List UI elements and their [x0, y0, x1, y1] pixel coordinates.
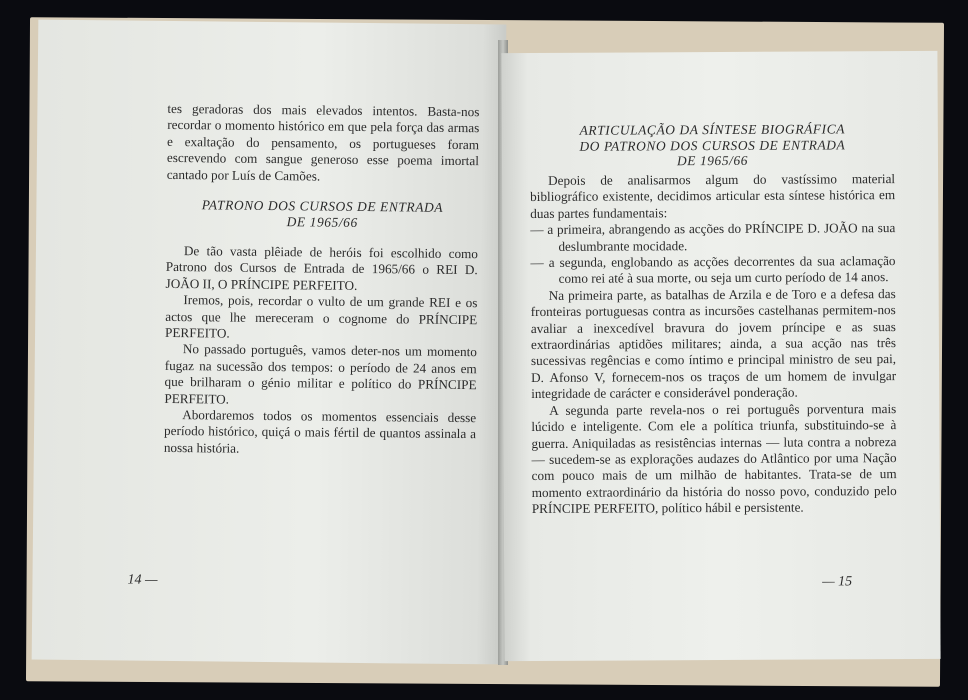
left-paragraph: De tão vasta plêiade de heróis foi escolhido como Patrono dos Cursos de Entrada de 1965/66 o REI D. JOÃO II, O PRÍNCIPE PERFEITO.	[165, 243, 479, 293]
right-heading-line1: ARTICULAÇÃO DA SÍNTESE BIOGRÁFICA	[579, 121, 846, 138]
left-paragraph: Iremos, pois, recordar o vulto de um grande REI e os actos que lhe mereceram o cognome do PRÍNCIPE PERFEITO.	[165, 292, 478, 341]
intro-paragraph: tes geradoras dos mais elevados intentos. Basta-nos recordar o momento histórico em que pela força das armas e exaltação do pensamento, os portugueses foram escrevendo com sangue generoso esse poema imortal cantado por Luís de Camões.	[166, 100, 480, 184]
right-paragraph: A segunda parte revela-nos o rei português porventura mais lúcido e inteligente. Com ele a política triunfa, substituindo-se à guerra. Aniquiladas as resistências internas — luta contra a nobreza — sucedem-se as explorações audazes do Atlântico por uma Nação com pouco mais de um milhão de habitantes. Trata-se de um momento extraordinário da história do nosso povo, conduzido pelo PRÍNCIPE PERFEITO, político hábil e persistente.	[531, 400, 897, 517]
right-paragraph: Na primeira parte, as batalhas de Arzila e de Toro e a defesa das fronteiras portuguesas contra as incursões castelhanas permitem-nos avaliar a inexcedível bravura do jovem príncipe e as suas extraordinárias aptidões militares; ainda, a sua acção nas três sucessivas regências e como íntimo e principal ministro de seu pai, D. Afonso V, fornecem-nos os traços de um homem de invulgar integridade de carácter e considerável ponderação.	[530, 285, 897, 402]
left-heading	[166, 197, 478, 231]
left-page	[32, 20, 507, 665]
right-page-number: — 15	[822, 574, 853, 590]
intro-text	[167, 101, 480, 186]
left-page-number: 14 —	[127, 572, 158, 588]
left-body	[164, 243, 478, 460]
list-item: — a segunda, englobando as acções decorrentes da sua aclamação como rei até à sua morte, ou seja um curto período de 14 anos.	[530, 253, 896, 287]
right-heading-line3: DE 1965/66	[676, 152, 749, 169]
right-page	[501, 51, 940, 661]
right-body	[530, 171, 897, 517]
list-item: — a primeira, abrangendo as acções do PRÍNCIPE D. JOÃO na sua deslumbrante mocidade.	[530, 220, 896, 254]
right-heading	[530, 121, 895, 169]
left-heading-line2: DE 1965/66	[286, 213, 358, 230]
left-paragraph: Abordaremos todos os momentos essenciais desse período histórico, quiçá o mais fértil de quantos assinala a nossa história.	[163, 407, 477, 456]
left-paragraph: No passado português, vamos deter-nos um momento fugaz na sucessão dos tempos: o período de 24 anos em que brilharam o génio militar e político do PRÍNCIPE PERFEITO.	[164, 341, 477, 407]
right-heading-line2: DO PATRONO DOS CURSOS DE ENTRADA	[579, 136, 846, 154]
left-heading-line1: PATRONO DOS CURSOS DE ENTRADA	[201, 197, 444, 215]
right-paragraph: Depois de analisarmos algum do vastíssimo material bibliográfico existente, decidimos articular esta síntese histórica em duas partes fundamentais:	[530, 171, 896, 221]
